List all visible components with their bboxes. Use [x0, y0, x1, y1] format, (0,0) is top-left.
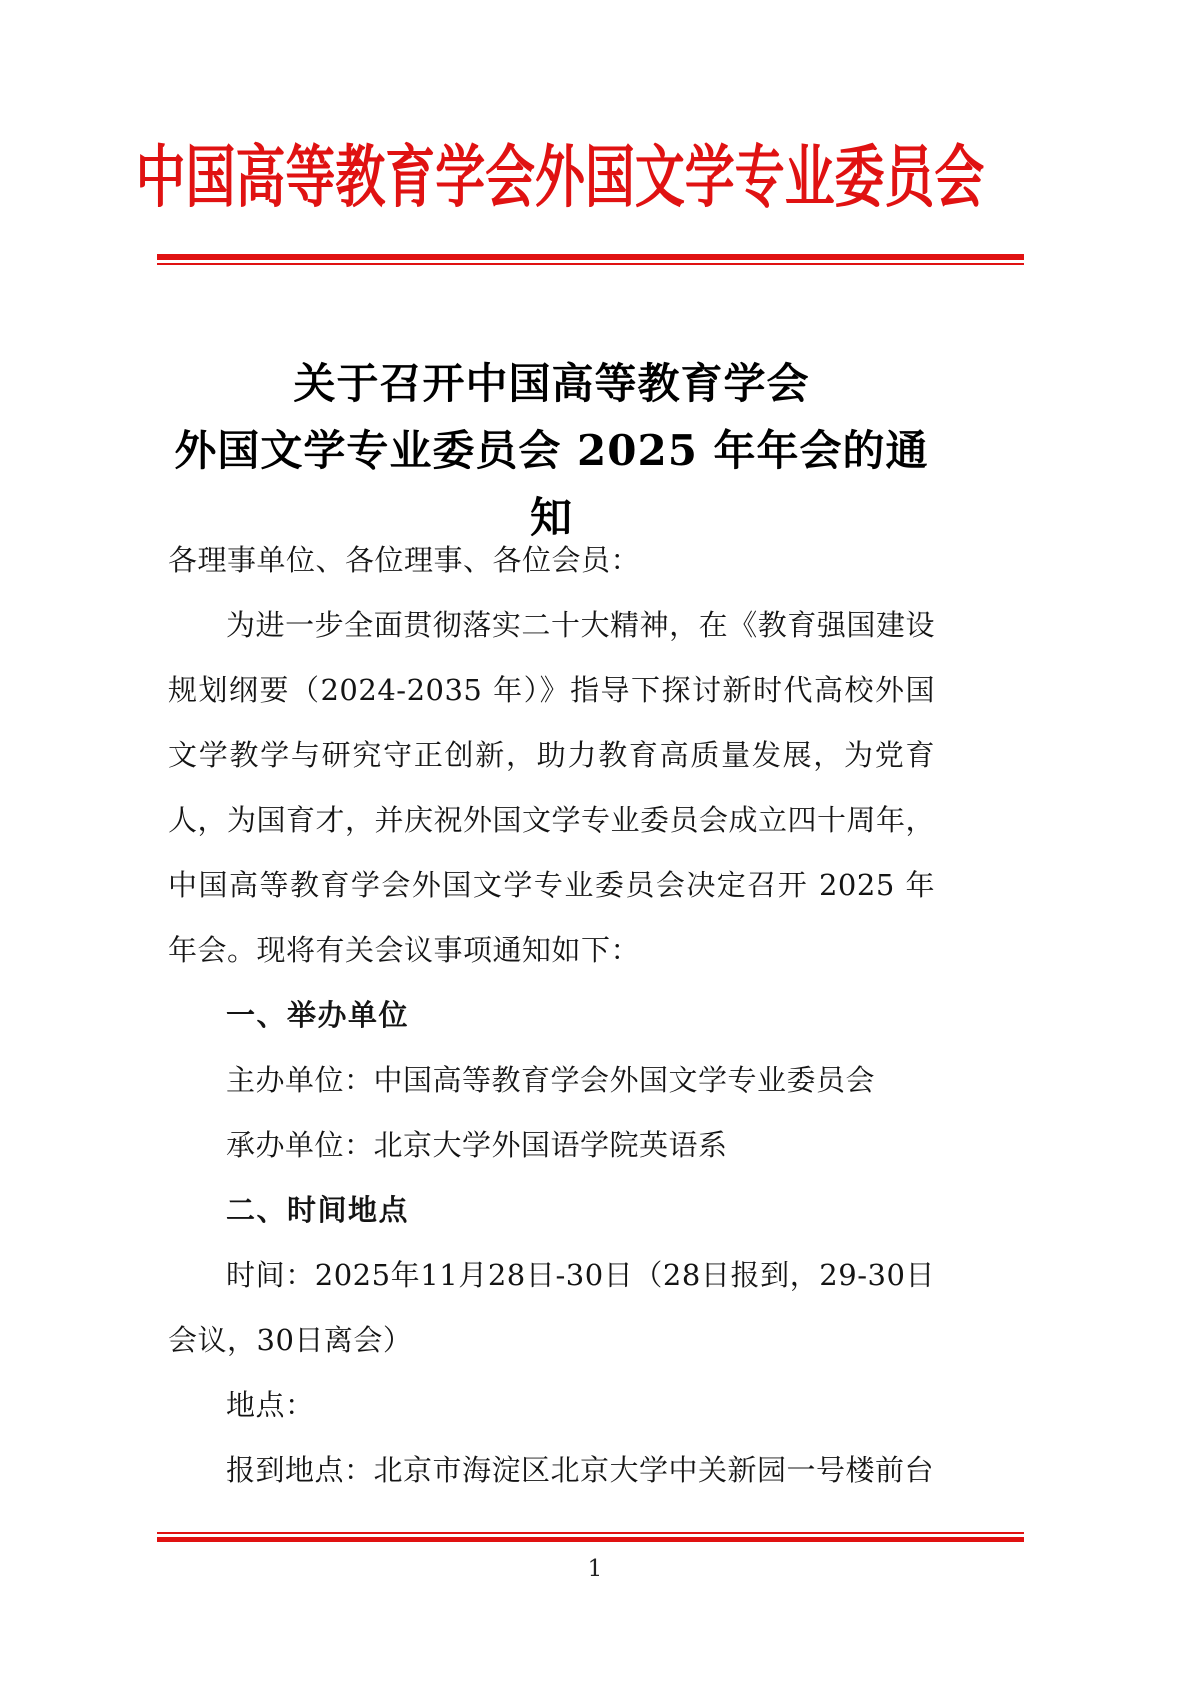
- time-paragraph: 时间：2025年11月28日-30日（28日报到，29-30日会议，30日离会）: [168, 1258, 935, 1357]
- doc-title-line-1: 关于召开中国高等教育学会: [293, 359, 810, 408]
- section-heading-organizers: 一、举办单位: [226, 998, 410, 1032]
- intro-paragraph: 为进一步全面贯彻落实二十大精神，在《教育强国建设规划纲要（2024-2035 年）》指导下探讨新时代高校外国文学教学与研究守正创新，助力教育高质量发展，为党育人，为国育才，并庆祝外国文学专业委员会成立四十周年，中国高等教育学会外国文学专业委员会决定召开 2025 年年会。现将有关会议事项通知如下：: [168, 608, 936, 967]
- rule-thick-bar: [157, 254, 1024, 260]
- salutation-line: 各理事单位、各位理事、各位会员：: [168, 543, 641, 577]
- rule-thick-bar: [157, 1537, 1024, 1542]
- place-label-line: 地点：: [226, 1388, 315, 1422]
- rule-thin-bar: [157, 1532, 1024, 1534]
- doc-body: [168, 528, 935, 1503]
- host-unit-line: 主办单位：中国高等教育学会外国文学专业委员会: [226, 1063, 876, 1097]
- rule-thin-bar: [157, 263, 1024, 265]
- letterhead-double-rule: [157, 254, 1024, 265]
- footer-double-rule: [157, 1532, 1024, 1542]
- section-heading-time-place: 二、时间地点: [226, 1193, 410, 1227]
- doc-title: [168, 350, 935, 551]
- page-number: 1: [587, 1556, 603, 1582]
- checkin-location-line: 报到地点：北京市海淀区北京大学中关新园一号楼前台: [226, 1453, 935, 1487]
- letterhead-org-name: [0, 128, 1120, 228]
- organizer-unit-line: 承办单位：北京大学外国语学院英语系: [226, 1128, 728, 1162]
- letterhead-org-name-text: 中国高等教育学会外国文学专业委员会: [135, 137, 985, 218]
- doc-title-line-2: 外国文学专业委员会 2025 年年会的通知: [174, 426, 929, 542]
